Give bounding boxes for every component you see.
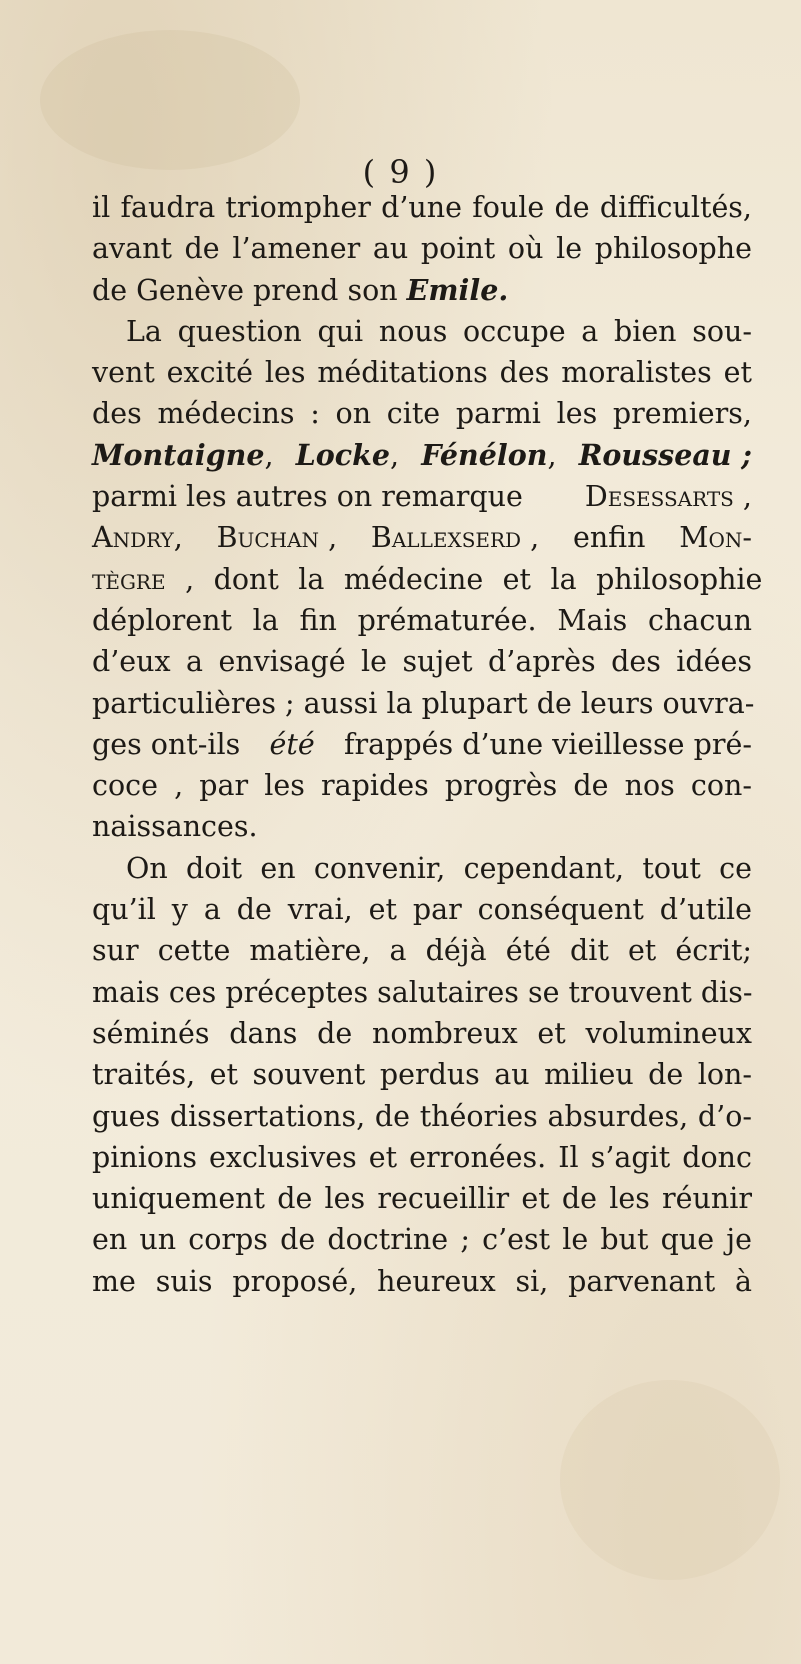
- text-line: [92, 1178, 752, 1219]
- line-text: en un corps de doctrine ; c’est le but que je: [92, 1223, 752, 1257]
- line-text: sur cette matière, a déjà été dit et écrit;: [92, 934, 752, 968]
- line-text: uniquement de les recueillir et de les réunir: [92, 1182, 752, 1216]
- line-text: ges ont-ils: [92, 727, 241, 761]
- paper-stain: [40, 30, 300, 170]
- text-line: [92, 393, 752, 434]
- author-name: tègre: [92, 562, 166, 596]
- line-text: me suis proposé, heureux si, parvenant à: [92, 1264, 752, 1298]
- line-text: gues dissertations, de théories absurdes, d’o-: [92, 1099, 752, 1133]
- author-name: Mon-: [679, 521, 752, 555]
- line-text: frappés d’une vieillesse pré-: [344, 727, 752, 761]
- text-line: [92, 270, 752, 311]
- author-name: Fénélon: [421, 437, 548, 472]
- text-line: [92, 1013, 752, 1054]
- line-text: qu’il y a de vrai, et par conséquent d’utile: [92, 893, 752, 927]
- author-name: Andry,: [92, 521, 183, 555]
- line-text: avant de l’amener au point où le philosophe: [92, 232, 752, 266]
- text-line: Montaigne, Locke, Fénélon, Rousseau ;: [92, 435, 752, 476]
- text-line: [92, 889, 752, 930]
- italic-word: été: [269, 727, 315, 761]
- text-line: [92, 1096, 752, 1137]
- author-name: Desessarts ,: [584, 480, 752, 514]
- text-line: [92, 930, 752, 971]
- text-line: [92, 1137, 752, 1178]
- text-line: [92, 600, 752, 641]
- line-text: enfin: [572, 521, 646, 555]
- text-line: [92, 517, 752, 558]
- line-text: de Genève prend son: [92, 273, 398, 307]
- line-text: d’eux a envisagé le sujet d’après des idées: [92, 645, 752, 679]
- text-line: [92, 641, 752, 682]
- line-text: naissances.: [92, 810, 258, 844]
- line-text: particulières ; aussi la plupart de leurs ouvra-: [92, 686, 755, 720]
- paper-stain: [560, 1380, 780, 1580]
- line-text: des médecins : on cite parmi les premiers,: [92, 397, 752, 431]
- line-text: traités, et souvent perdus au milieu de lon-: [92, 1058, 752, 1092]
- line-text: séminés dans de nombreux et volumineux: [92, 1016, 752, 1050]
- line-text: , dont la médecine et la philosophie: [185, 562, 763, 596]
- line-text: mais ces préceptes salutaires se trouvent dis-: [92, 975, 753, 1009]
- italic-title: Emile.: [406, 272, 509, 307]
- line-text: On doit en convenir, cependant, tout ce: [126, 851, 752, 885]
- author-name: Ballexserd ,: [370, 521, 540, 555]
- text-line: [92, 765, 752, 806]
- page-number: ( 9 ): [362, 153, 439, 191]
- text-line: [92, 1054, 752, 1095]
- author-name: Locke: [295, 437, 391, 472]
- line-text: parmi les autres on remarque: [92, 480, 523, 514]
- author-name: Rousseau ;: [578, 437, 752, 472]
- text-line: [92, 724, 752, 765]
- text-line: [92, 311, 752, 352]
- text-line: [92, 352, 752, 393]
- author-name: Montaigne: [92, 437, 265, 472]
- line-text: pinions exclusives et erronées. Il s’agit donc: [92, 1140, 752, 1174]
- line-text: il faudra triompher d’une foule de difficultés,: [92, 191, 752, 224]
- body-text: [92, 187, 763, 1302]
- text-line: [92, 228, 752, 269]
- author-name: Buchan ,: [216, 521, 338, 555]
- text-line: [92, 972, 752, 1013]
- line-text: coce , par les rapides progrès de nos con-: [92, 769, 752, 803]
- line-text: La question qui nous occupe a bien sou-: [126, 314, 752, 348]
- text-line: [92, 848, 752, 889]
- text-line: [92, 806, 752, 847]
- line-text: déplorent la fin prématurée. Mais chacun: [92, 603, 752, 637]
- text-line: [92, 187, 752, 228]
- line-text: vent excité les méditations des moralistes et: [92, 356, 752, 390]
- text-line: [92, 1261, 752, 1302]
- text-line: [92, 683, 755, 724]
- text-line: [92, 1219, 752, 1260]
- text-line: [92, 476, 752, 517]
- text-line: [92, 559, 763, 600]
